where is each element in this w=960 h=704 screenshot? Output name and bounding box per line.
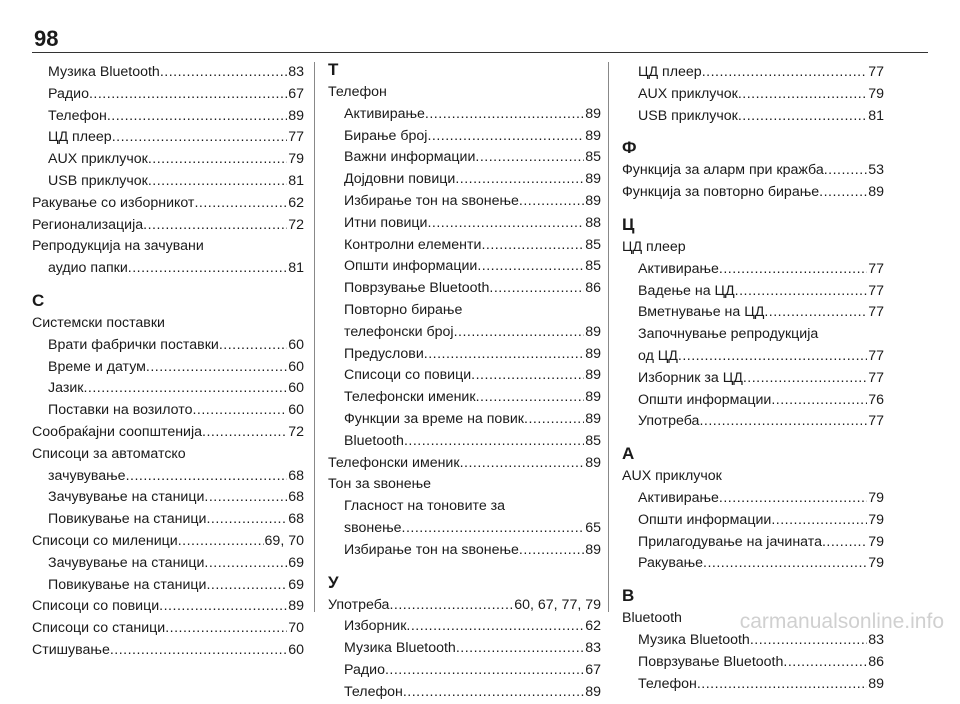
- index-subentry: [32, 149, 304, 171]
- index-entry: [328, 595, 601, 617]
- dot-leader: [475, 147, 584, 169]
- dot-leader: [519, 191, 584, 213]
- entry-text: од ЦД: [638, 347, 678, 364]
- index-column-3: [622, 62, 884, 695]
- column-divider: [314, 62, 315, 612]
- dot-leader: [719, 488, 867, 510]
- index-entry: [32, 444, 304, 466]
- dot-leader: [524, 409, 584, 431]
- dot-leader: [112, 127, 288, 149]
- entry-text: USB приклучок: [638, 107, 738, 124]
- dot-leader: [477, 256, 584, 278]
- index-entry: [622, 182, 884, 204]
- entry-text: Телефонски именик: [344, 389, 476, 406]
- entry-text: Употреба: [328, 596, 390, 613]
- dot-leader: [738, 106, 867, 128]
- page-reference: 81: [868, 107, 884, 124]
- dot-leader: [83, 378, 287, 400]
- entry-text: ЦД плеер: [638, 64, 702, 80]
- index-subentry: [328, 169, 601, 191]
- index-entry: [328, 474, 601, 496]
- index-subentry: [32, 575, 304, 597]
- page-reference: 68: [288, 511, 304, 528]
- dot-leader: [404, 431, 584, 453]
- page-reference: 79: [868, 555, 884, 572]
- entry-text: Списоци за автоматско: [32, 445, 186, 462]
- page-reference: 77: [288, 129, 304, 146]
- index-subentry: [328, 147, 601, 169]
- entry-text: Стишување: [32, 641, 110, 658]
- index-subentry: [622, 259, 884, 281]
- dot-leader: [165, 618, 287, 640]
- index-subentry: [328, 213, 601, 235]
- page-reference: 69, 70: [264, 532, 304, 549]
- page-reference: 72: [288, 216, 304, 233]
- index-subentry: [328, 191, 601, 213]
- index-entry: [328, 82, 601, 104]
- index-subentry: [622, 390, 884, 412]
- entry-text: Време и датум: [48, 358, 146, 375]
- entry-text: Зачувување на станици: [48, 489, 205, 506]
- dot-leader: [202, 422, 287, 444]
- entry-text: Изборник за ЦД: [638, 369, 743, 386]
- entry-text: Јазик: [48, 380, 84, 397]
- dot-leader: [206, 575, 287, 597]
- dot-leader: [771, 510, 867, 532]
- index-subentry: [32, 553, 304, 575]
- index-subentry: [328, 638, 601, 660]
- page-reference: 79: [868, 85, 884, 102]
- page-reference: 86: [868, 653, 884, 670]
- entry-text: Употреба: [638, 413, 700, 430]
- dot-leader: [110, 640, 287, 662]
- index-entry: [32, 640, 304, 662]
- entry-text: Радио: [48, 85, 89, 102]
- index-letter-heading: С: [32, 290, 45, 310]
- index-subentry: [622, 674, 884, 696]
- dot-leader: [519, 540, 584, 562]
- entry-text: Вметнување на ЦД: [638, 304, 765, 321]
- index-subentry: [622, 553, 884, 575]
- page-reference: 89: [585, 541, 601, 558]
- dot-leader: [481, 235, 584, 257]
- entry-text: Активирање: [638, 489, 719, 506]
- dot-leader: [427, 213, 584, 235]
- page-reference: 53: [868, 162, 884, 179]
- index-subentry: [32, 106, 304, 128]
- dot-leader: [128, 258, 287, 280]
- dot-leader: [206, 509, 287, 531]
- entry-text: Важни информации: [344, 149, 476, 166]
- index-subentry: [328, 256, 601, 278]
- page-reference: 89: [288, 107, 304, 124]
- index-letter-heading: Ф: [622, 138, 637, 158]
- entry-text: Општи информации: [638, 511, 772, 528]
- dot-leader: [146, 357, 287, 379]
- entry-text: Функции за време на повик: [344, 410, 524, 427]
- entry-text: Музика Bluetooth: [638, 631, 750, 648]
- dot-leader: [219, 335, 287, 357]
- dot-leader: [160, 62, 287, 84]
- index-subentry: [622, 652, 884, 674]
- page-reference: 85: [585, 149, 601, 166]
- entry-text: телефонски број: [344, 323, 454, 340]
- entry-text: Функција за повторно бирање: [622, 184, 820, 201]
- dot-leader: [204, 553, 287, 575]
- page-reference: 77: [868, 347, 884, 364]
- page-reference: 89: [288, 598, 304, 615]
- page-reference: 83: [868, 631, 884, 648]
- dot-leader: [678, 346, 867, 368]
- index-subentry: [32, 509, 304, 531]
- entry-text: Започнување репродукција: [638, 326, 819, 343]
- index-subentry: [622, 346, 884, 368]
- entry-text: Списоци со миленици: [32, 532, 178, 549]
- page-reference: 69: [288, 554, 304, 571]
- page-reference: 79: [868, 511, 884, 528]
- dot-leader: [178, 531, 264, 553]
- dot-leader: [738, 84, 867, 106]
- index-subentry: [328, 322, 601, 344]
- dot-leader: [406, 616, 584, 638]
- index-subentry: [328, 518, 601, 540]
- dot-leader: [148, 149, 287, 171]
- entry-text: Функција за аларм при кражба: [622, 162, 824, 179]
- dot-leader: [824, 160, 868, 182]
- header-rule: [32, 52, 928, 53]
- index-letter-heading: У: [328, 572, 339, 592]
- dot-leader: [143, 215, 287, 237]
- entry-text: Активирање: [344, 105, 425, 122]
- page-reference: 68: [288, 467, 304, 484]
- dot-leader: [764, 302, 867, 324]
- index-entry: [32, 236, 304, 258]
- page-reference: 77: [868, 260, 884, 277]
- page-reference: 89: [868, 675, 884, 692]
- entry-text: Активирање: [638, 260, 719, 277]
- entry-text: Списоци со станици: [32, 620, 166, 637]
- dot-leader: [89, 84, 287, 106]
- index-subentry: [328, 344, 601, 366]
- page-reference: 77: [868, 369, 884, 386]
- index-subentry: [32, 357, 304, 379]
- dot-leader: [735, 281, 868, 303]
- entry-text: Изборник: [344, 618, 407, 635]
- index-subentry: [622, 368, 884, 390]
- index-subentry: [622, 106, 884, 128]
- index-subentry: [32, 466, 304, 488]
- page-reference: 89: [585, 410, 601, 427]
- index-subentry: [328, 431, 601, 453]
- index-subentry: [328, 496, 601, 518]
- index-subentry: [32, 400, 304, 422]
- entry-text: AUX приклучок: [622, 468, 722, 485]
- page-reference: 65: [585, 519, 601, 536]
- page-reference: 86: [585, 280, 601, 297]
- dot-leader: [403, 682, 584, 704]
- entry-text: Ракување: [638, 555, 704, 572]
- page-reference: 89: [585, 389, 601, 406]
- index-subentry: [32, 84, 304, 106]
- entry-text: Бирање број: [344, 127, 428, 144]
- watermark: carmanualsonline.info: [739, 610, 944, 633]
- index-subentry: [328, 278, 601, 300]
- index-subentry: [32, 378, 304, 400]
- dot-leader: [159, 596, 287, 618]
- entry-text: Тон за ѕвонење: [328, 476, 432, 493]
- entry-text: Регионализација: [32, 216, 144, 233]
- entry-text: Телефон: [48, 107, 107, 124]
- entry-text: Повикување на станици: [48, 576, 207, 593]
- entry-text: Репродукција на зачувани: [32, 238, 204, 255]
- page-reference: 83: [585, 640, 601, 657]
- page-reference: 62: [585, 618, 601, 635]
- entry-text: Телефон: [638, 675, 697, 692]
- page-reference: 62: [288, 194, 304, 211]
- page-reference: 77: [868, 413, 884, 430]
- index-subentry: [328, 104, 601, 126]
- index-entry: [622, 237, 884, 259]
- dot-leader: [402, 518, 585, 540]
- index-subentry: [328, 660, 601, 682]
- index-subentry: [32, 258, 304, 280]
- page-reference: 85: [585, 258, 601, 275]
- page-number: 98: [34, 26, 59, 51]
- entry-text: Bluetooth: [622, 610, 682, 627]
- column-divider: [608, 62, 609, 612]
- index-letter-heading: A: [622, 444, 635, 464]
- dot-leader: [194, 193, 287, 215]
- dot-leader: [489, 278, 584, 300]
- page-reference: 89: [868, 184, 884, 201]
- index-subentry: [32, 127, 304, 149]
- page-reference: 77: [868, 282, 884, 299]
- entry-text: Музика Bluetooth: [344, 640, 456, 657]
- page-reference: 85: [585, 236, 601, 253]
- index-subentry: [328, 540, 601, 562]
- page-reference: 81: [288, 260, 304, 277]
- page-reference: 60: [288, 380, 304, 397]
- entry-text: Телефон: [344, 683, 403, 700]
- entry-text: ЦД плеер: [48, 129, 112, 146]
- entry-text: Поврзување Bluetooth: [638, 653, 784, 670]
- entry-text: Избирање тон на ѕвонење: [344, 192, 519, 209]
- dot-leader: [455, 169, 584, 191]
- entry-text: Поврзување Bluetooth: [344, 280, 490, 297]
- index-entry: [32, 313, 304, 335]
- entry-text: Контролни елементи: [344, 236, 482, 253]
- dot-leader: [471, 365, 584, 387]
- entry-text: AUX приклучок: [638, 85, 738, 102]
- entry-text: ѕвонење: [344, 519, 402, 536]
- page-reference: 60: [288, 358, 304, 375]
- page-reference: 77: [868, 64, 884, 80]
- page-reference: 83: [288, 64, 304, 80]
- index-subentry: [328, 682, 601, 704]
- index-subentry: [622, 281, 884, 303]
- entry-text: Прилагодување на јачината: [638, 533, 822, 550]
- entry-text: Телефонски именик: [328, 454, 460, 471]
- page-reference: 72: [288, 423, 304, 440]
- dot-leader: [107, 106, 287, 128]
- dot-leader: [427, 126, 584, 148]
- page-reference: 79: [868, 489, 884, 506]
- index-entry: [32, 422, 304, 444]
- entry-text: Општи информации: [344, 258, 478, 275]
- page-reference: 89: [585, 345, 601, 362]
- index-entry: [32, 596, 304, 618]
- page-reference: 77: [868, 304, 884, 321]
- index-subentry: [328, 126, 601, 148]
- entry-text: Телефон: [328, 84, 387, 100]
- entry-text: Гласност на тоновите за: [344, 498, 506, 515]
- page-reference: 88: [585, 214, 601, 231]
- page-reference: 85: [585, 432, 601, 449]
- index-subentry: [622, 532, 884, 554]
- index-subentry: [622, 324, 884, 346]
- dot-leader: [425, 104, 584, 126]
- page-reference: 89: [585, 683, 601, 700]
- index-letter-heading: B: [622, 586, 635, 606]
- entry-text: Општи информации: [638, 391, 772, 408]
- dot-leader: [192, 400, 287, 422]
- page-reference: 60: [288, 336, 304, 353]
- page-reference: 60: [288, 402, 304, 419]
- entry-text: AUX приклучок: [48, 151, 148, 168]
- index-column-2: [328, 62, 601, 704]
- dot-leader: [204, 487, 287, 509]
- dot-leader: [148, 171, 287, 193]
- index-subentry: [622, 302, 884, 324]
- dot-leader: [460, 453, 585, 475]
- dot-leader: [454, 322, 585, 344]
- index-entry: [32, 531, 304, 553]
- index-subentry: [328, 365, 601, 387]
- dot-leader: [783, 652, 867, 674]
- index-subentry: [328, 387, 601, 409]
- page-reference: 67: [585, 661, 601, 678]
- index-entry: [32, 215, 304, 237]
- index-subentry: [622, 488, 884, 510]
- entry-text: Вадење на ЦД: [638, 282, 735, 299]
- dot-leader: [389, 595, 513, 617]
- entry-text: USB приклучок: [48, 172, 148, 189]
- entry-text: зачувување: [48, 467, 126, 484]
- index-subentry: [32, 171, 304, 193]
- entry-text: Повикување на станици: [48, 511, 207, 528]
- entry-text: Сообраќајни соопштенија: [32, 423, 203, 440]
- page-reference: 70: [288, 620, 304, 637]
- index-subentry: [328, 616, 601, 638]
- page-reference: 60: [288, 641, 304, 658]
- dot-leader: [385, 660, 584, 682]
- dot-leader: [771, 390, 867, 412]
- entry-text: Bluetooth: [344, 432, 404, 449]
- index-subentry: [622, 411, 884, 433]
- dot-leader: [822, 532, 867, 554]
- dot-leader: [699, 411, 867, 433]
- index-entry: [32, 193, 304, 215]
- entry-text: Поставки на возилото: [48, 402, 193, 419]
- index-subentry: [622, 84, 884, 106]
- dot-leader: [703, 553, 867, 575]
- entry-text: Ракување со изборникот: [32, 194, 195, 211]
- page-reference: 67: [288, 85, 304, 102]
- dot-leader: [456, 638, 584, 660]
- page-reference: 89: [585, 367, 601, 384]
- page-reference: 79: [868, 533, 884, 550]
- dot-leader: [126, 466, 288, 488]
- index-letter-heading: Т: [328, 60, 339, 79]
- index-letter-heading: Ц: [622, 214, 635, 234]
- page-reference: 68: [288, 489, 304, 506]
- page-reference: 60, 67, 77, 79: [514, 596, 601, 613]
- page-reference: 89: [585, 323, 601, 340]
- index-subentry: [622, 510, 884, 532]
- page-reference: 76: [868, 391, 884, 408]
- entry-text: аудио папки: [48, 260, 128, 277]
- entry-text: Музика Bluetooth: [48, 64, 160, 80]
- index-subentry: [622, 62, 884, 84]
- index-subentry: [328, 300, 601, 322]
- page-reference: 89: [585, 171, 601, 188]
- entry-text: Избирање тон на ѕвонење: [344, 541, 519, 558]
- index-subentry: [328, 409, 601, 431]
- entry-text: Зачувување на станици: [48, 554, 205, 571]
- index-column-1: [32, 62, 304, 662]
- entry-text: Списоци со повици: [32, 598, 160, 615]
- dot-leader: [424, 344, 584, 366]
- index-entry: [622, 160, 884, 182]
- page-reference: 89: [585, 127, 601, 144]
- entry-text: Итни повици: [344, 214, 428, 231]
- dot-leader: [819, 182, 867, 204]
- entry-text: Дојдовни повици: [344, 171, 456, 188]
- page-reference: 89: [585, 454, 601, 471]
- index-subentry: [32, 62, 304, 84]
- dot-leader: [702, 62, 868, 84]
- index-subentry: [32, 487, 304, 509]
- page-reference: 89: [585, 192, 601, 209]
- page-reference: 69: [288, 576, 304, 593]
- page-reference: 79: [288, 151, 304, 168]
- page-reference: 81: [288, 172, 304, 189]
- entry-text: Повторно бирање: [344, 301, 463, 318]
- index-subentry: [32, 335, 304, 357]
- entry-text: ЦД плеер: [622, 238, 686, 255]
- entry-text: Радио: [344, 661, 385, 678]
- entry-text: Предуслови: [344, 345, 424, 362]
- entry-text: Врати фабрички поставки: [48, 336, 219, 353]
- index-entry: [622, 466, 884, 488]
- dot-leader: [697, 674, 867, 696]
- index-entry: [32, 618, 304, 640]
- dot-leader: [476, 387, 585, 409]
- dot-leader: [719, 259, 867, 281]
- dot-leader: [743, 368, 867, 390]
- index-entry: [328, 453, 601, 475]
- entry-text: Списоци со повици: [344, 367, 472, 384]
- entry-text: Системски поставки: [32, 314, 165, 331]
- page-reference: 89: [585, 105, 601, 122]
- index-subentry: [328, 235, 601, 257]
